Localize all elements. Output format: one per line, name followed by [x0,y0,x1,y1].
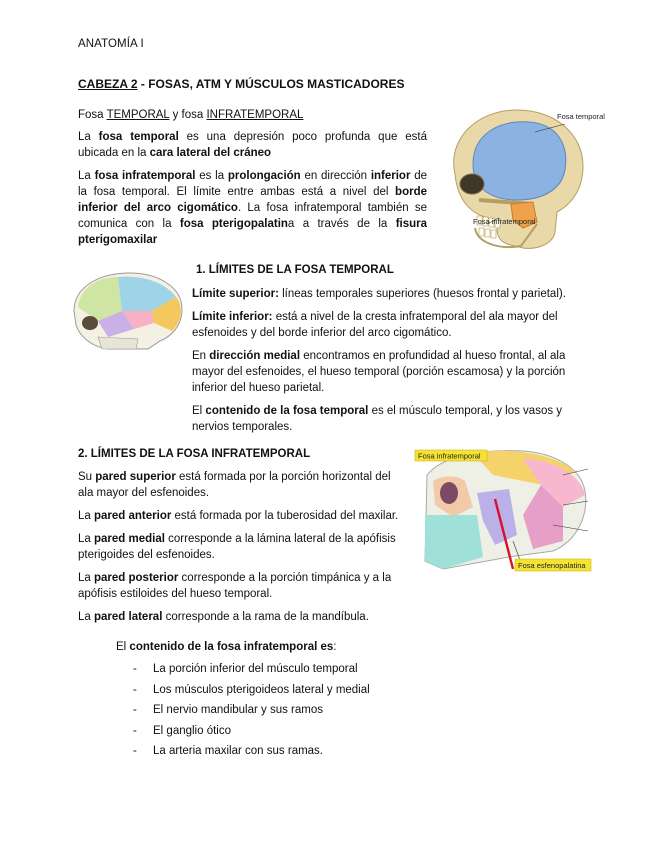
temporal-fossa-content: El contenido de la fosa temporal es el músculo temporal, y los vasos y nervios temporales. [192,405,563,433]
fig1-label-temporal: Fosa temporal [557,112,605,121]
wall-posterior: La pared posterior corresponde a la porción timpánica y a la apófisis estiloides del hueso temporal. [78,572,392,600]
subtitle-text2: y fosa [169,109,207,121]
section-temporal-limits [192,264,580,435]
title-part2: - FOSAS, ATM Y MÚSCULOS MASTICADORES [137,77,405,91]
fig3-label-esfenopalatina: Fosa esfenopalatina [518,561,586,570]
subtitle-text1: Fosa [78,109,107,121]
infratemporal-content-list [133,661,553,764]
title-part1: CABEZA 2 [78,77,138,91]
wall-anterior: La pared anterior está formada por la tuberosidad del maxilar. [78,510,399,522]
page-title [78,77,404,91]
section1-heading: 1. LÍMITES DE LA FOSA TEMPORAL [196,264,394,276]
intro-paragraph-1: La fosa temporal es una depresión poco profunda que está ubicada en la cara lateral del cráneo [78,131,427,159]
skull-bones-figure [68,271,186,351]
wall-medial: La pared medial corresponde a la lámina lateral de la apófisis pterigoides del esfenoides. [78,533,396,561]
page-header: ANATOMÍA I [78,38,144,50]
wall-superior: Su pared superior está formada por la porción horizontal del ala mayor del esfenoides. [78,471,391,499]
intro-paragraph-2: La fosa infratemporal es la prolongación en dirección inferior de la fosa temporal. El límite entre ambas está a nivel del borde inferior del arco cigomático. La fosa infratemporal también se comunica con la fosa pterigopalatina a través de la fisura pterigomaxilar [78,170,428,246]
infratemporal-content-intro: El contenido de la fosa infratemporal es: [116,641,337,653]
list-item: - El ganglio ótico [133,724,231,737]
fig1-label-infratemporal: Fosa infratemporal [473,217,536,226]
subtitle [78,109,303,121]
intro-block [78,129,427,248]
list-item: - El nervio mandibular y sus ramos [133,704,324,716]
list-item: - La porción inferior del músculo temporal [133,663,358,675]
limit-superior: Límite superior: líneas temporales superiores (huesos frontal y parietal). [192,288,566,300]
list-item: - La arteria maxilar con sus ramas. [133,745,324,757]
limit-inferior: Límite inferior: está a nivel de la cresta infratemporal del ala mayor del esfenoides y del borde inferior del arco cigomático. [192,311,558,339]
section2-heading: 2. LÍMITES DE LA FOSA INFRATEMPORAL [78,448,311,460]
fig3-label-infratemporal: Fosa infratemporal [418,451,481,461]
subtitle-temporal: TEMPORAL [106,109,170,121]
infratemporal-figure [413,445,593,575]
wall-lateral: La pared lateral corresponde a la rama de la mandíbula. [78,611,369,623]
medial-direction: En dirección medial encontramos en profundidad al hueso frontal, al ala mayor del esfenoides, el hueso temporal (porción escamosa) y la porción inferior del hueso parietal. [192,350,566,394]
subtitle-infratemporal: INFRATEMPORAL [206,109,304,121]
skull-lateral-figure [437,104,605,254]
list-item: - Los músculos pterigoideos lateral y medial [133,683,370,696]
section-infratemporal-limits [78,448,406,625]
